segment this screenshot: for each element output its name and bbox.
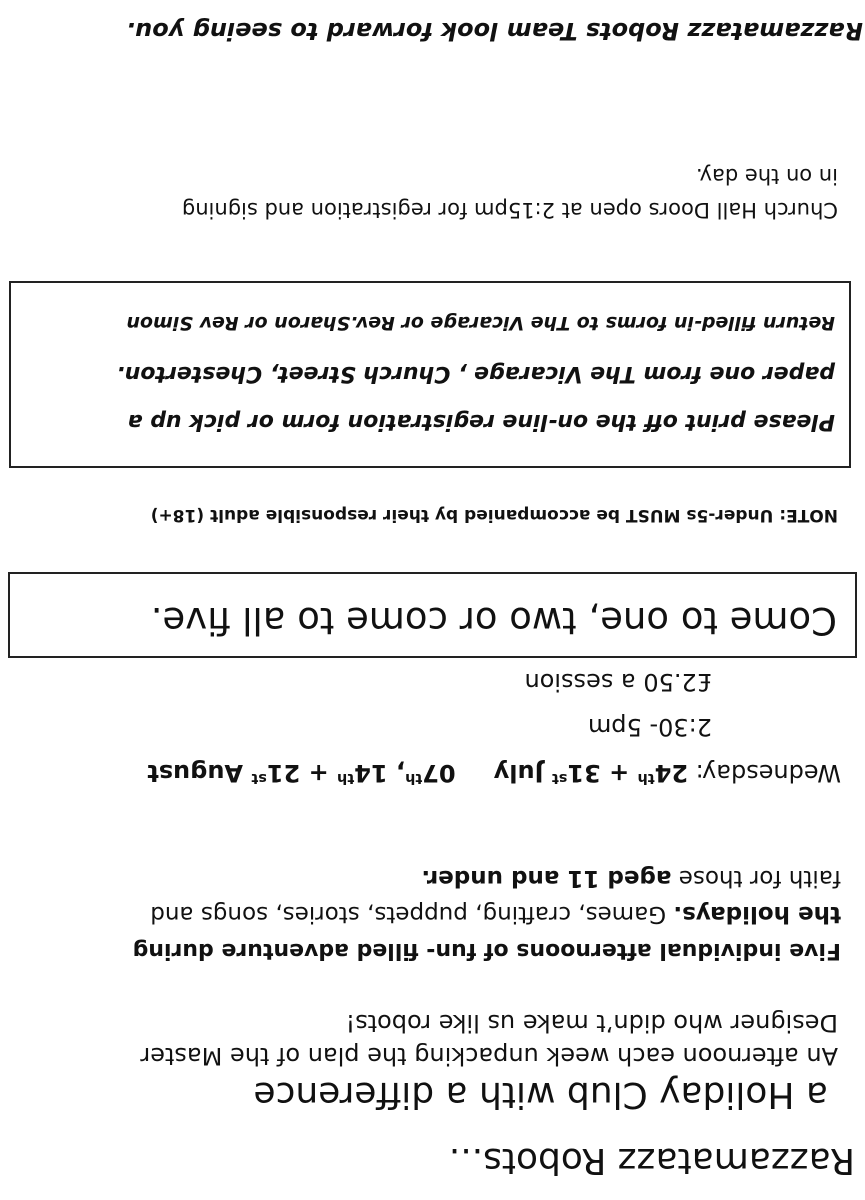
time-text: 2:30- 5pm (587, 713, 712, 741)
intro-line-1: An afternoon each week unpacking the plan of the Master (140, 1042, 838, 1070)
date-aug-14: 14th (337, 759, 388, 787)
five-afternoons-line-1: Five individual afternoons of fun- filled adventure during (132, 938, 841, 963)
church-hall-line-1: Church Hall Doors open at 2:15pm for registration and signing (181, 198, 838, 222)
date-july-31: 31st (551, 759, 601, 787)
date-july-24: 24th (637, 759, 689, 787)
holidays-emphasis: the holidays. (673, 901, 841, 927)
month-august: August (147, 759, 252, 787)
date-comma: , (387, 759, 406, 787)
faith-text: faith for those (671, 865, 841, 891)
intro-line-2: Designer who didn’t make us like robots! (345, 1009, 838, 1037)
flyer-title: Razzamatazz Robots... (448, 1140, 855, 1181)
month-july: July (493, 759, 552, 787)
church-hall-line-2: in on the day. (695, 164, 838, 188)
registration-line-2: paper one from The Vicarage , Church Street, Chesterton. (116, 361, 835, 386)
note-label: NOTE: (779, 505, 838, 525)
date-aug-07: 07th (405, 759, 456, 787)
date-aug-21: 21st (251, 759, 301, 787)
registration-line-1: Please print off the on-line registration form or pick up a (127, 409, 835, 434)
come-banner-text: Come to one, two or come to all five. (150, 599, 837, 642)
five-afternoons-line-3 (421, 866, 841, 889)
note-text: Under-5s MUST be accompanied by their responsible adult (18+) (150, 505, 780, 525)
closing-message: Razzamatazz Robots Team look forward to seeing you. (125, 17, 863, 45)
date-plus: + (600, 759, 638, 787)
age-limit: aged 11 and under. (421, 865, 672, 891)
dates-label: Wednesday: (688, 759, 841, 787)
price-text: £2.50 a session (524, 668, 712, 696)
five-afternoons-line-2 (150, 902, 841, 925)
date-plus-2: + (300, 759, 338, 787)
dates-line (147, 761, 841, 785)
under-fives-note (151, 506, 838, 523)
flyer-subtitle: a Holiday Club with a difference (253, 1074, 828, 1115)
activities-text: Games, crafting, puppets, stories, songs and (150, 901, 674, 927)
registration-line-3: Return filled-in forms to The Vicarage or Rev.Sharon or Rev Simon (126, 312, 835, 334)
